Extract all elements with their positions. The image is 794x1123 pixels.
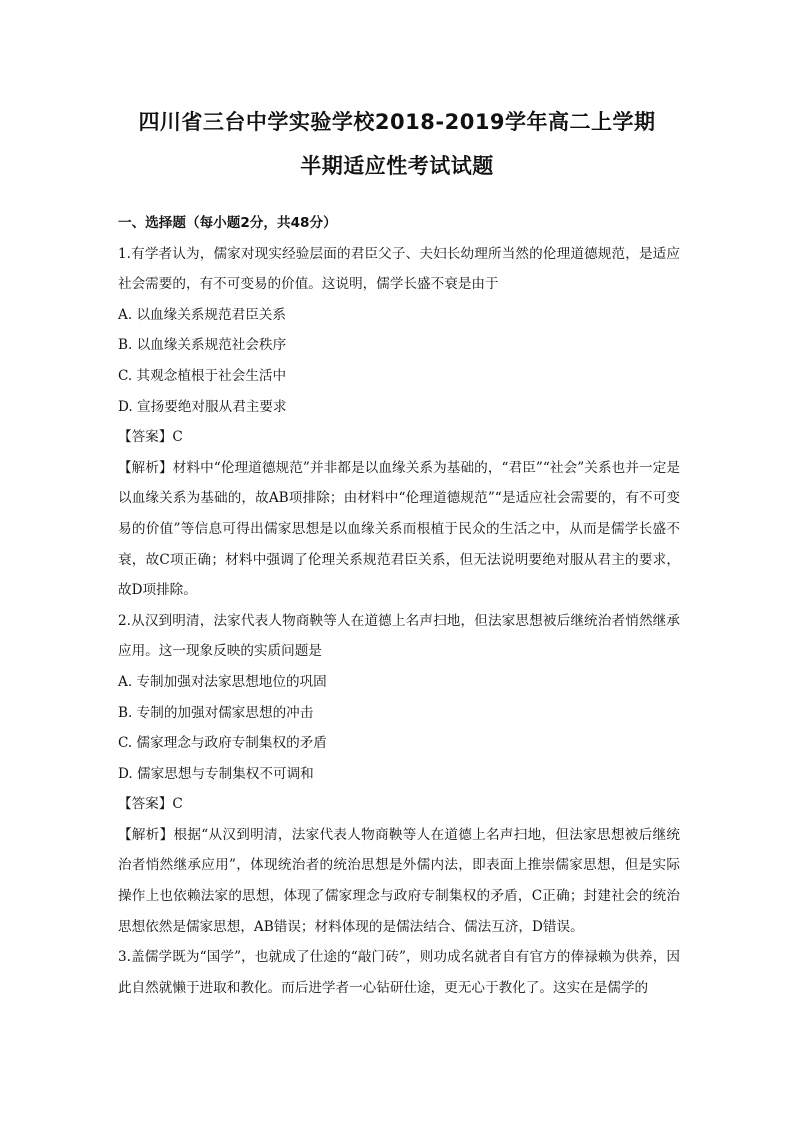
analysis-label: 【解析】 <box>118 826 174 843</box>
analysis-text: 根据“从汉到明清，法家代表人物商鞅等人在道德上名声扫地，但法家思想被后继统治者悄然继承应用”，体现统治者的统治思想是外儒内法，即表面上推崇儒家思想，但是实际操作上也依赖法家的思想，体现了儒家理念与政府专制集权的矛盾，C正确；封建社会的统治思想依然是儒家思想，AB错误；材料体现的是儒法结合、儒法互济，D错误。 <box>118 826 681 935</box>
answer-value: C <box>172 429 183 446</box>
question-1-answer <box>118 422 680 453</box>
answer-value: C <box>172 796 183 813</box>
question-2-stem: 2.从汉到明清，法家代表人物商鞅等人在道德上名声扫地，但法家思想被后继统治者悄然继承应用。这一现象反映的实质问题是 <box>118 612 680 660</box>
question-2-option-a: A. 专制加强对法家思想地位的巩固 <box>118 673 327 690</box>
question-2-option-d: D. 儒家思想与专制集权不可调和 <box>118 765 314 782</box>
question-1-analysis <box>118 453 680 606</box>
answer-label: 【答案】 <box>118 796 173 813</box>
analysis-text: 材料中“伦理道德规范”并非都是以血缘关系为基础的，“君臣”“社会”关系也并一定是以血缘关系为基础的，故AB项排除；由材料中“伦理道德规范”“是适应社会需要的，有不可变易的价值”等信息可得出儒家思想是以血缘关系而根植于民众的生活之中，从而是儒学长盛不衰，故C项正确；材料中强调了伦理关系规范君臣关系，但无法说明要绝对服从君主的要求，故D项排除。 <box>118 459 680 599</box>
document-body <box>118 208 680 1003</box>
document-title: 四川省三台中学实验学校2018-2019学年高二上学期 <box>138 110 656 134</box>
section-header: 一、选择题（每小题2分，共48分） <box>118 215 337 231</box>
answer-label: 【答案】 <box>118 429 173 446</box>
question-2-answer <box>118 789 680 820</box>
question-3-stem: 3.盖儒学既为“国学”，也就成了仕途的“敲门砖”，则功成名就者自有官方的俸禄赖为供养，因此自然就懒于进取和教化。而后进学者一心钻研仕途，更无心于教化了。这实在是儒学的 <box>118 949 680 996</box>
document-subtitle: 半期适应性考试试题 <box>300 154 494 178</box>
question-2-option-c: C. 儒家理念与政府专制集权的矛盾 <box>118 735 327 752</box>
question-1-option-a: A. 以血缘关系规范君臣关系 <box>118 306 286 323</box>
question-1-option-b: B. 以血缘关系规范社会秩序 <box>118 337 287 354</box>
question-1-stem: 1.有学者认为，儒家对现实经验层面的君臣父子、夫妇长幼理所当然的伦理道德规范，是适应社会需要的，有不可变易的价值。这说明，儒学长盛不衰是由于 <box>118 245 680 293</box>
question-2-option-b: B. 专制的加强对儒家思想的冲击 <box>118 704 314 721</box>
question-2-analysis <box>118 820 680 942</box>
question-1-option-d: D. 宣扬要绝对服从君主要求 <box>118 398 287 415</box>
analysis-label: 【解析】 <box>118 459 173 476</box>
question-1-option-c: C. 其观念植根于社会生活中 <box>118 367 287 384</box>
